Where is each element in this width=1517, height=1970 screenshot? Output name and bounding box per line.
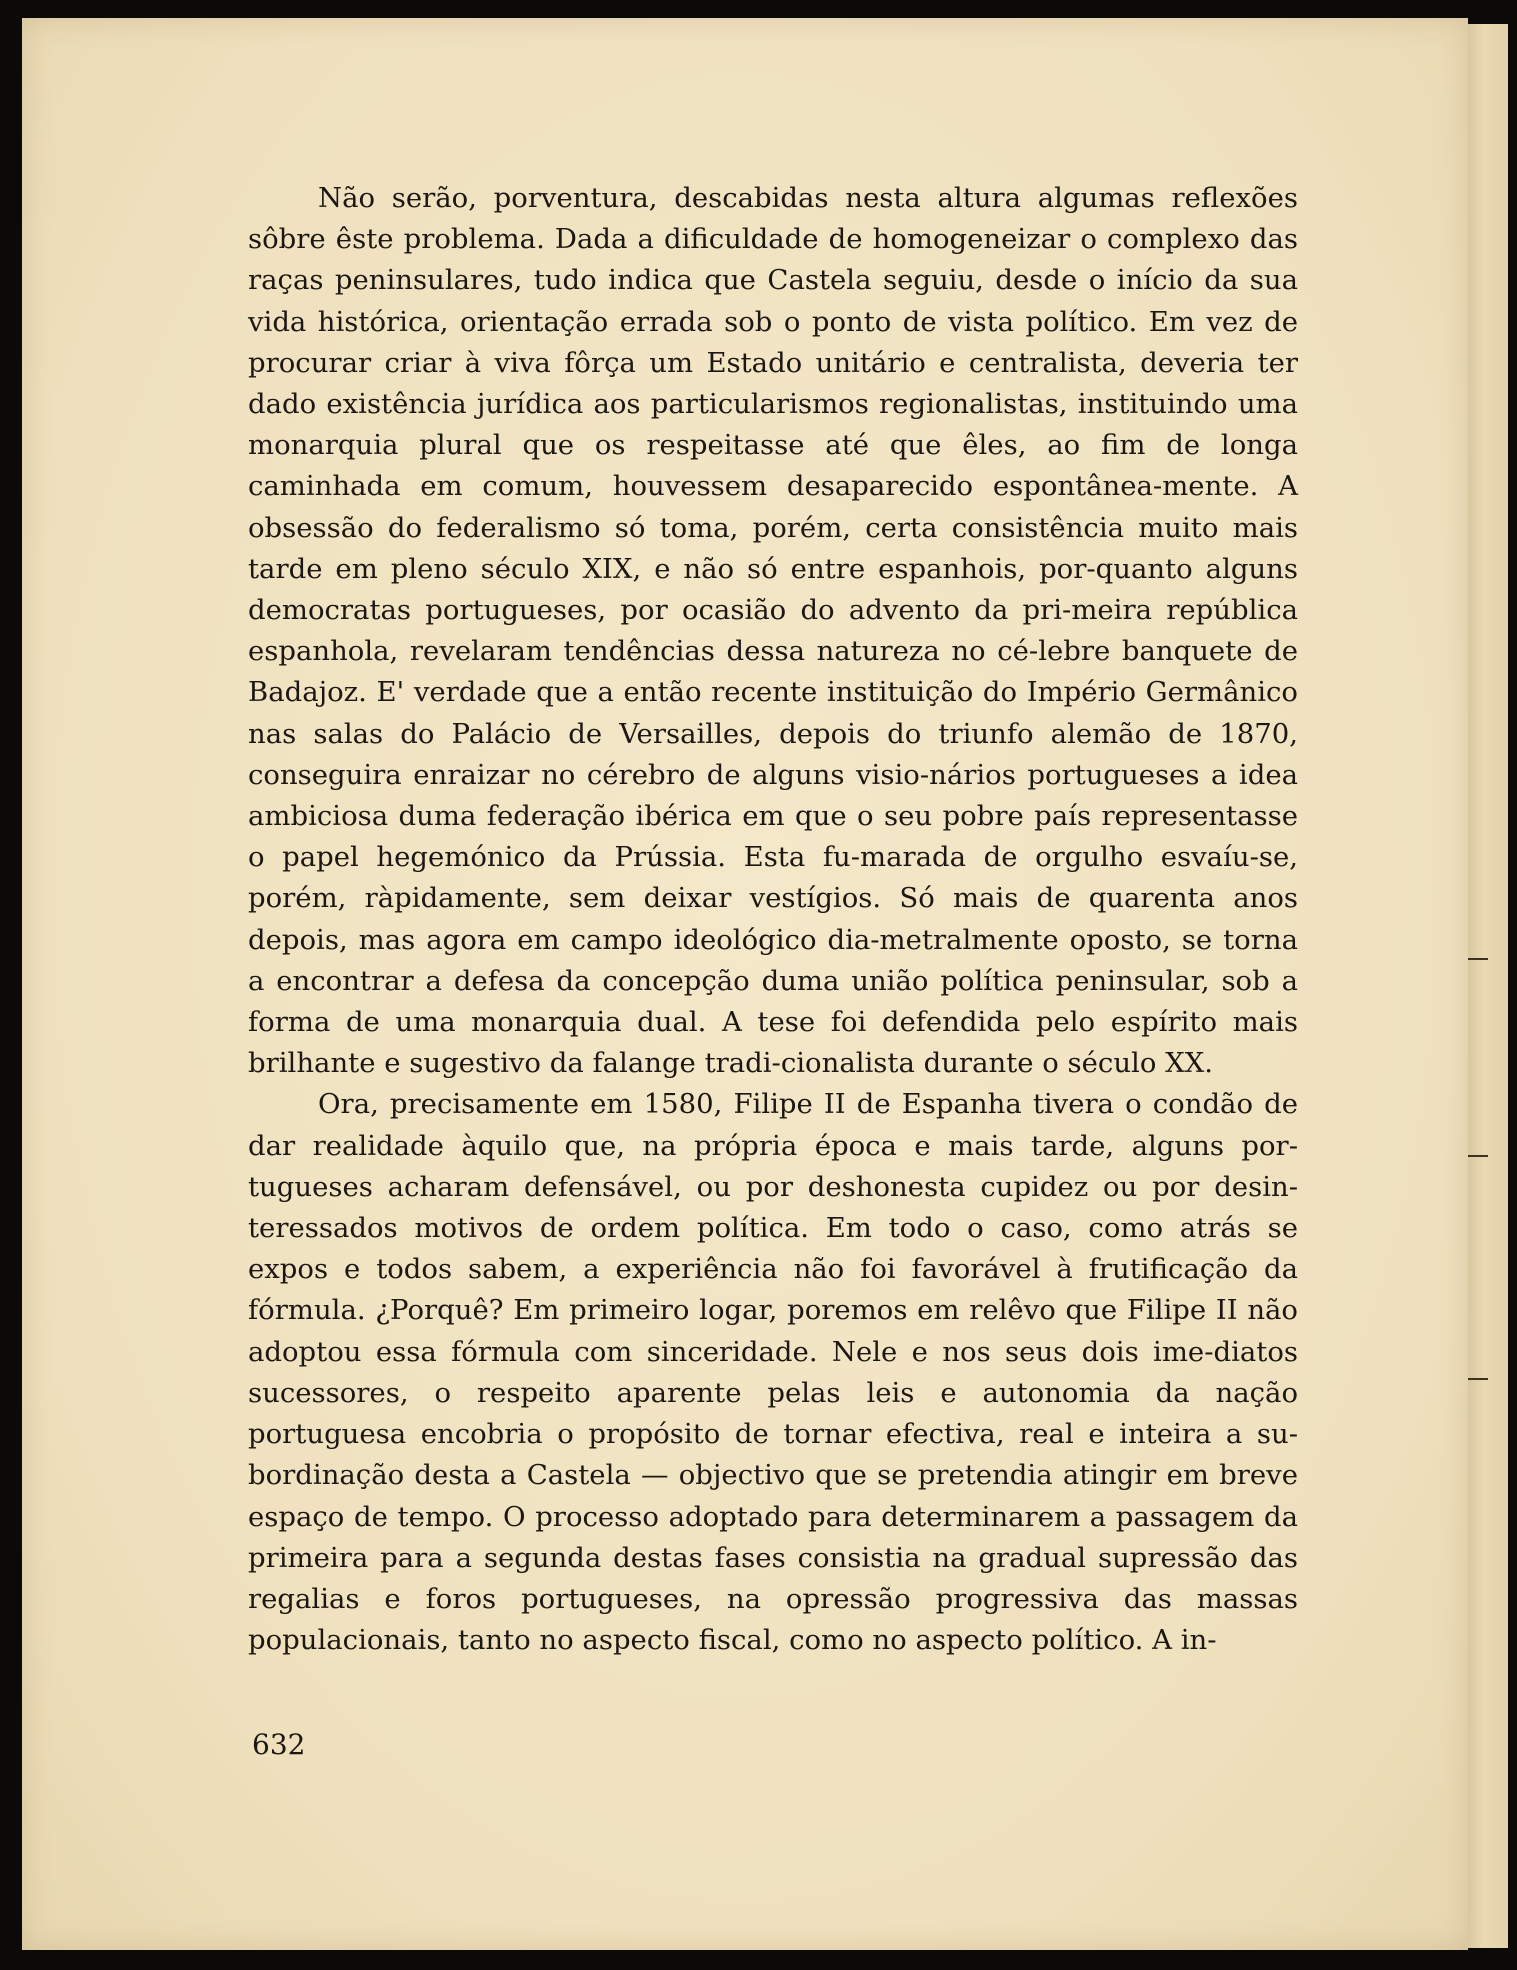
paragraph-1: Não serão, porventura, descabidas nesta altura algumas reflexões sôbre êste problema. Dada a dificuldade de homogeneizar o complexo das raças peninsulares, tudo indica que Castela seguiu, desde o início da sua vida histórica, orientação errada sob o ponto de vista político. Em vez de procurar criar à viva fôrça um Estado unitário e centralista, deveria ter dado existência jurídica aos particularismos regionalistas, instituindo uma monarquia plural que os respeitasse até que êles, ao fim de longa caminhada em comum, houvessem desaparecido espontânea-mente. A obsessão do federalismo só toma, porém, certa consistência muito mais tarde em pleno século XIX, e não só entre espanhois, por-quanto alguns democratas portugueses, por ocasião do advento da pri-meira república espanhola, revelaram tendências dessa natureza no cé-lebre banquete de Badajoz. E' verdade que a então recente instituição do Império Germânico nas salas do Palácio de Versailles, depois do triunfo alemão de 1870, conseguira enraizar no cérebro de alguns visio-nários portugueses a idea ambiciosa duma federação ibérica em que o seu pobre país representasse o papel hegemónico da Prússia. Esta fu-marada de orgulho esvaíu-se, porém, ràpidamente, sem deixar vestígios. Só mais de quarenta anos depois, mas agora em campo ideológico dia-metralmente oposto, se torna a encontrar a defesa da concepção duma união política peninsular, sob a forma de uma monarquia dual. A tese foi defendida pelo espírito mais brilhante e sugestivo da falange tradi-cionalista durante o século XX. <box>248 182 1298 1080</box>
paragraph-2: Ora, precisamente em 1580, Filipe II de Espanha tivera o condão de dar realidade àquilo que, na própria época e mais tarde, alguns por-tugueses acharam defensável, ou por deshonesta cupidez ou por desin-teressados motivos de ordem política. Em todo o caso, como atrás se expos e todos sabem, a experiência não foi favorável à frutificação da fórmula. ¿Porquê? Em primeiro logar, poremos em relêvo que Filipe II não adoptou essa fórmula com sinceridade. Nele e nos seus dois ime-diatos sucessores, o respeito aparente pelas leis e autonomia da nação portuguesa encobria o propósito de tornar efectiva, real e inteira a su-bordinação desta a Castela — objectivo que se pretendia atingir em breve espaço de tempo. O processo adoptado para determinarem a passagem da primeira para a segunda destas fases consistia na gradual supressão das regalias e foros portugueses, na opressão progressiva das massas populacionais, tanto no aspecto fiscal, como no aspecto político. A in- <box>248 1088 1298 1657</box>
body-text <box>248 178 1298 1661</box>
adjacent-page-edge <box>1466 24 1508 1948</box>
page-edge-mark <box>1466 1378 1488 1380</box>
page-edge-mark <box>1466 1155 1488 1157</box>
page-edge-mark <box>1466 958 1488 960</box>
page-number: 632 <box>252 1728 306 1761</box>
